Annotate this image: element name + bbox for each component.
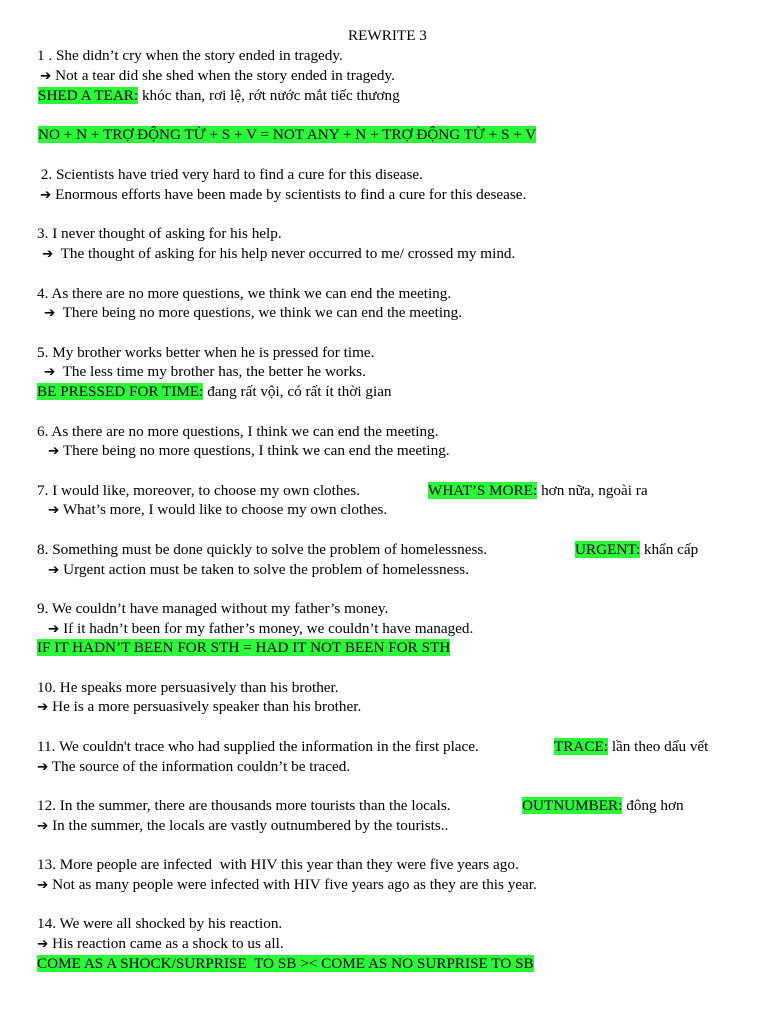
line-text: 2. Scientists have tried very hard to find a cure for this disease. xyxy=(37,166,423,183)
line-text: Urgent action must be taken to solve the problem of homelessness. xyxy=(59,561,470,578)
rewrite-line xyxy=(44,303,462,323)
line-text: 7. I would like, moreover, to choose my own clothes. xyxy=(37,482,360,499)
highlighted-rule: NO + N + TRỢ ĐỘNG TỪ + S + V = NOT ANY + N + TRỢ ĐỘNG TỪ + S + V xyxy=(38,126,537,143)
rewrite-line xyxy=(42,244,515,264)
sentence-line xyxy=(37,481,360,500)
arrow-icon: ➔ xyxy=(48,502,60,518)
arrow-icon: ➔ xyxy=(42,246,54,262)
term-meaning: khóc than, rơi lệ, rớt nước mắt tiếc thương xyxy=(138,87,400,104)
line-text: 8. Something must be done quickly to solve the problem of homelessness. xyxy=(37,541,488,558)
sentence-line xyxy=(37,678,339,697)
line-text: 11. We couldn't trace who had supplied the information in the first place. xyxy=(37,738,479,755)
arrow-icon: ➔ xyxy=(40,68,52,84)
sentence-line xyxy=(37,422,439,441)
line-text: What’s more, I would like to choose my own clothes. xyxy=(59,501,388,518)
sentence-line xyxy=(37,914,282,933)
line-text: There being no more questions, I think we can end the meeting. xyxy=(59,442,450,459)
arrow-icon: ➔ xyxy=(40,187,52,203)
vocab-note xyxy=(554,737,708,756)
rewrite-line xyxy=(40,66,395,86)
line-text: There being no more questions, we think we can end the meeting. xyxy=(55,304,463,321)
sentence-line xyxy=(37,284,451,303)
rewrite-line xyxy=(37,875,537,895)
line-text: In the summer, the locals are vastly outnumbered by the tourists.. xyxy=(48,817,449,834)
sentence-line xyxy=(37,224,282,243)
highlighted-term: SHED A TEAR: xyxy=(38,87,139,104)
highlighted-term: TRACE: xyxy=(554,738,609,755)
rewrite-line xyxy=(37,934,284,954)
arrow-icon: ➔ xyxy=(37,759,49,775)
line-text: 1 . She didn’t cry when the story ended in tragedy. xyxy=(37,47,343,64)
line-text: 13. More people are infected with HIV this year than they were five years ago. xyxy=(37,856,519,873)
line-text: 9. We couldn’t have managed without my father’s money. xyxy=(37,600,389,617)
sentence-line xyxy=(37,165,423,184)
grammar-rule-line xyxy=(38,125,536,144)
line-text: 5. My brother works better when he is pressed for time. xyxy=(37,344,375,361)
term-meaning: lần theo dấu vết xyxy=(608,738,709,755)
arrow-icon: ➔ xyxy=(44,364,56,380)
highlighted-rule: COME AS A SHOCK/SURPRISE TO SB >< COME AS NO SURPRISE TO SB xyxy=(37,955,534,972)
vocab-note xyxy=(522,796,684,815)
vocab-line xyxy=(38,86,400,105)
highlighted-term: BE PRESSED FOR TIME: xyxy=(37,383,204,400)
line-text: The less time my brother has, the better he works. xyxy=(55,363,366,380)
line-text: Not a tear did she shed when the story ended in tragedy. xyxy=(51,67,395,84)
vocab-note xyxy=(575,540,698,559)
arrow-icon: ➔ xyxy=(48,562,60,578)
line-text: 12. In the summer, there are thousands more tourists than the locals. xyxy=(37,797,451,814)
arrow-icon: ➔ xyxy=(37,877,49,893)
rewrite-line xyxy=(37,816,448,836)
arrow-icon: ➔ xyxy=(44,305,56,321)
highlighted-term: WHAT’S MORE: xyxy=(428,482,538,499)
page-title: REWRITE 3 xyxy=(348,27,427,44)
line-text: 6. As there are no more questions, I think we can end the meeting. xyxy=(37,423,439,440)
sentence-line xyxy=(37,737,479,756)
line-text: The thought of asking for his help never occurred to me/ crossed my mind. xyxy=(53,245,516,262)
sentence-line xyxy=(37,46,343,65)
arrow-icon: ➔ xyxy=(37,699,49,715)
line-text: Enormous efforts have been made by scientists to find a cure for this desease. xyxy=(51,186,527,203)
line-text: Not as many people were infected with HIV five years ago as they are this year. xyxy=(48,876,537,893)
rewrite-line xyxy=(48,500,387,520)
arrow-icon: ➔ xyxy=(48,443,60,459)
sentence-line xyxy=(37,796,451,815)
rewrite-line xyxy=(44,362,366,382)
line-text: 14. We were all shocked by his reaction. xyxy=(37,915,283,932)
line-text: He is a more persuasively speaker than his brother. xyxy=(48,698,362,715)
line-text: 4. As there are no more questions, we think we can end the meeting. xyxy=(37,285,452,302)
sentence-line xyxy=(37,343,374,362)
arrow-icon: ➔ xyxy=(48,621,60,637)
grammar-rule-line xyxy=(37,638,450,657)
highlighted-rule: IF IT HADN’T BEEN FOR STH = HAD IT NOT BEEN FOR STH xyxy=(37,639,451,656)
rewrite-line xyxy=(37,697,361,717)
line-text: If it hadn’t been for my father’s money, we couldn’t have managed. xyxy=(59,620,474,637)
line-text: The source of the information couldn’t be traced. xyxy=(48,758,351,775)
sentence-line xyxy=(37,599,388,618)
line-text: 3. I never thought of asking for his help. xyxy=(37,225,282,242)
rewrite-line xyxy=(48,619,473,639)
rewrite-line xyxy=(48,560,469,580)
term-meaning: khẩn cấp xyxy=(640,541,699,558)
line-text: His reaction came as a shock to us all. xyxy=(48,935,284,952)
highlighted-term: OUTNUMBER: xyxy=(522,797,623,814)
term-meaning: hơn nữa, ngoài ra xyxy=(537,482,648,499)
vocab-line xyxy=(37,382,392,401)
arrow-icon: ➔ xyxy=(37,818,49,834)
highlighted-term: URGENT: xyxy=(575,541,641,558)
grammar-rule-line xyxy=(37,954,534,973)
sentence-line xyxy=(37,855,519,874)
rewrite-line xyxy=(40,185,526,205)
term-meaning: đang rất vội, có rất ít thời gian xyxy=(203,383,392,400)
arrow-icon: ➔ xyxy=(37,936,49,952)
rewrite-line xyxy=(37,757,350,777)
sentence-line xyxy=(37,540,487,559)
line-text: 10. He speaks more persuasively than his brother. xyxy=(37,679,339,696)
vocab-note xyxy=(428,481,648,500)
rewrite-line xyxy=(48,441,450,461)
term-meaning: đông hơn xyxy=(622,797,684,814)
